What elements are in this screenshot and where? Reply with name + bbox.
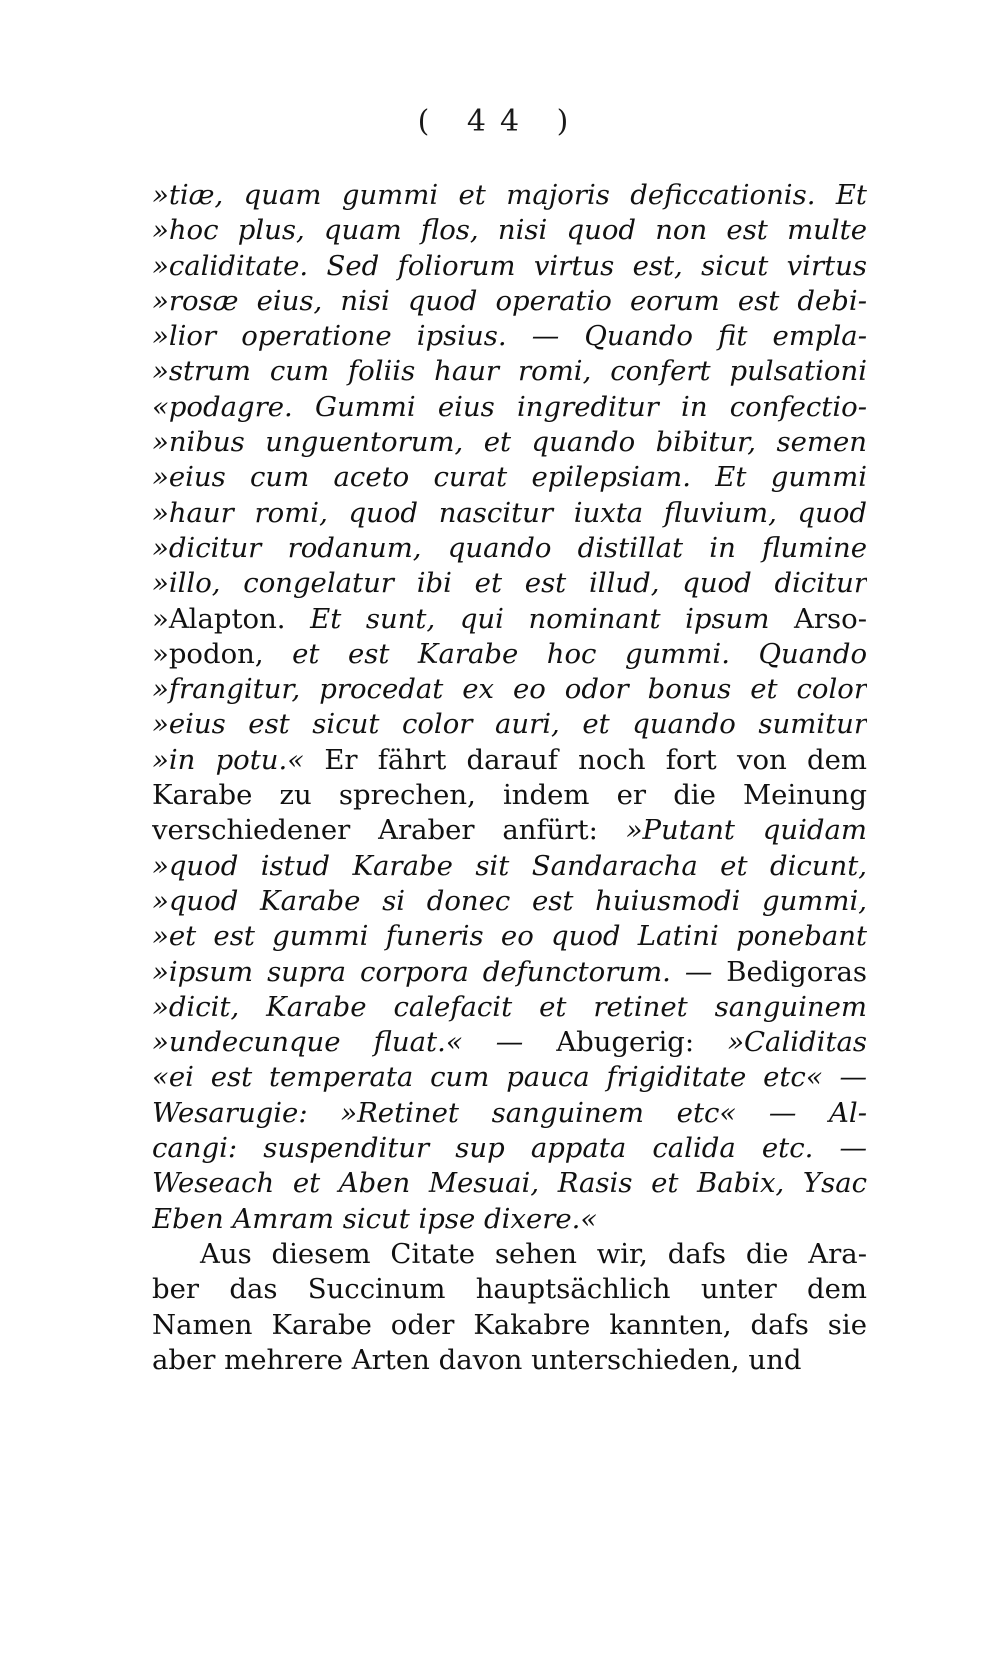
text-line	[152, 778, 867, 813]
text-line	[152, 1025, 867, 1060]
text-segment: »undecunque fluat.« —	[152, 1026, 557, 1059]
text-segment: »haur romi, quod nascitur iuxta fluvium, quod	[152, 496, 867, 529]
text-segment: Karabe zu sprechen, indem er die Meinung	[152, 779, 867, 812]
text-segment: »quod Karabe si donec est huiusmodi gummi,	[152, 884, 867, 917]
text-line	[152, 1131, 867, 1166]
text-segment: »hoc plus, quam flos, nisi quod non est multe	[152, 214, 867, 247]
text-line	[152, 637, 867, 672]
text-segment: Er fährt darauf noch fort von dem	[324, 743, 867, 776]
text-line	[152, 849, 867, 884]
text-segment: »eius cum aceto curat epilepsiam. Et gummi	[152, 461, 867, 494]
text-line	[152, 390, 867, 425]
text-line	[152, 884, 867, 919]
text-line	[152, 602, 867, 637]
text-line	[152, 249, 867, 284]
text-segment: Quando fit empla-	[584, 320, 867, 353]
text-segment: Namen Karabe oder Kakabre kannten, dafs sie	[152, 1308, 867, 1341]
text-segment: »dicit, Karabe calefacit et retinet sanguinem	[152, 990, 867, 1023]
text-segment: Weseach et Aben Mesuai, Rasis et Babix, Ysac	[152, 1167, 867, 1200]
text-line	[152, 672, 867, 707]
text-line	[152, 213, 867, 248]
text-segment: »dicitur rodanum, quando distillat in flumine	[152, 531, 867, 564]
text-line	[152, 1237, 867, 1272]
text-line	[152, 1343, 867, 1378]
text-segment: Wesarugie: »Retinet sanguinem etc« — Al-	[152, 1096, 867, 1129]
text-line	[152, 319, 867, 354]
text-segment: »ipsum supra corpora defunctorum. —	[152, 955, 727, 988]
text-segment: »quod istud Karabe sit Sandaracha et dicunt,	[152, 849, 867, 882]
text-segment: Abugerig:	[556, 1026, 728, 1059]
body-text	[152, 178, 867, 1378]
text-line	[152, 955, 867, 990]
text-segment: »lior operatione ipsius. —	[152, 320, 585, 353]
text-line	[152, 813, 867, 848]
text-segment: Bedigoras	[726, 955, 867, 988]
text-line	[152, 354, 867, 389]
text-line	[152, 460, 867, 495]
text-segment: cangi: suspenditur sup appata calida etc. —	[152, 1132, 867, 1165]
text-line	[152, 425, 867, 460]
text-line	[152, 1272, 867, 1307]
text-line	[152, 919, 867, 954]
text-segment: Et sunt, qui nominant ipsum	[310, 602, 795, 635]
text-segment: verschiedener Araber anfürt:	[152, 814, 626, 847]
text-line	[152, 743, 867, 778]
text-segment: »Caliditas	[727, 1026, 867, 1059]
page-number: ( 44 )	[417, 104, 583, 139]
text-line	[152, 707, 867, 742]
text-line	[152, 990, 867, 1025]
text-segment: »strum cum foliis haur romi, confert pulsationi	[152, 355, 867, 388]
text-segment: »Alapton.	[152, 602, 311, 635]
text-segment: »et est gummi funeris eo quod Latini ponebant	[152, 920, 867, 953]
text-line	[152, 1166, 867, 1201]
text-segment: «ei est temperata cum pauca frigiditate etc« —	[152, 1061, 867, 1094]
text-segment: »in potu.«	[152, 743, 325, 776]
text-line	[152, 1202, 867, 1237]
text-line	[152, 284, 867, 319]
text-line	[152, 1060, 867, 1095]
text-line	[152, 496, 867, 531]
text-segment: »caliditate. Sed foliorum virtus est, sicut virtus	[152, 249, 867, 282]
text-segment: »podon,	[152, 637, 293, 670]
text-segment: »Putant quidam	[625, 814, 867, 847]
text-segment: ber das Succinum hauptsächlich unter dem	[152, 1273, 867, 1306]
text-line	[152, 178, 867, 213]
text-segment: Aus diesem Citate sehen wir, dafs die Ara-	[200, 1237, 867, 1270]
text-segment: »nibus unguentorum, et quando bibitur, semen	[152, 426, 867, 459]
text-segment: aber mehrere Arten davon unterschieden, und	[152, 1343, 802, 1376]
text-segment: et est Karabe hoc gummi. Quando	[292, 637, 867, 670]
text-line	[152, 566, 867, 601]
text-segment: »tiæ, quam gummi et majoris deficcationis. Et	[152, 179, 867, 211]
text-line	[152, 1096, 867, 1131]
text-line	[152, 1308, 867, 1343]
text-segment: »rosæ eius, nisi quod operatio eorum est debi-	[152, 284, 867, 317]
text-segment: Eben Amram sicut ipse dixere.«	[152, 1202, 598, 1235]
text-segment: »eius est sicut color auri, et quando sumitur	[152, 708, 867, 741]
text-segment: Arso-	[794, 602, 867, 635]
text-segment: »frangitur, procedat ex eo odor bonus et color	[152, 673, 867, 706]
text-segment: »illo, congelatur ibi et est illud, quod dicitur	[152, 567, 867, 600]
text-line	[152, 531, 867, 566]
text-segment: «podagre. Gummi eius ingreditur in confectio-	[152, 390, 867, 423]
